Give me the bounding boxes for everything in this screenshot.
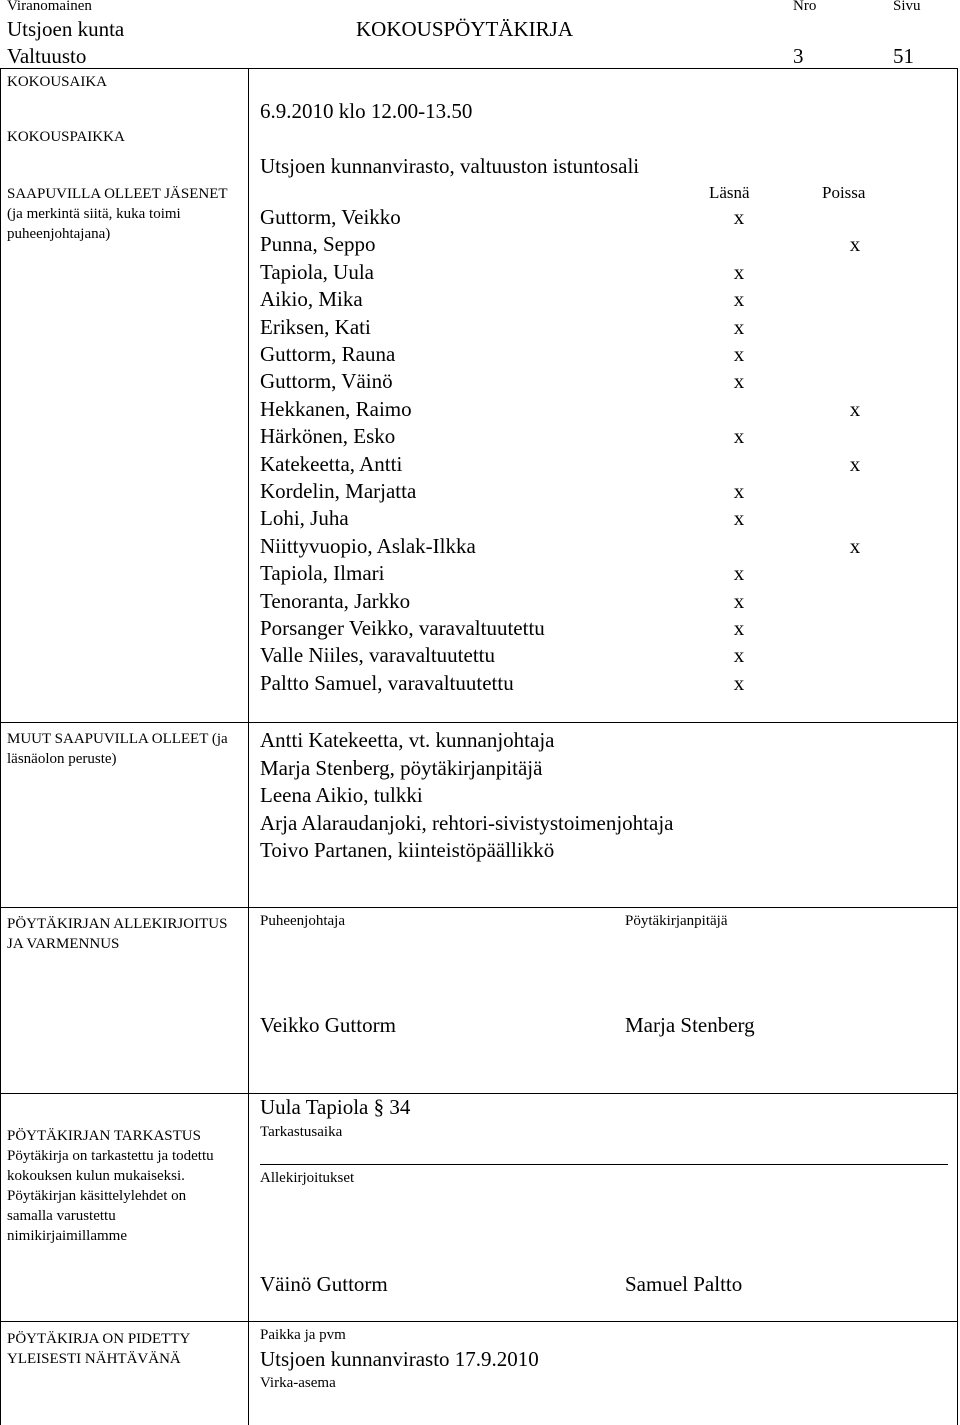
member-name: Porsanger Veikko, varavaltuutettu [260,616,545,640]
reviewer-2-name: Samuel Paltto [625,1272,743,1296]
section-divider [0,1321,958,1322]
present-mark: x [733,670,745,695]
table-row [260,424,940,451]
meeting-time-label: KOKOUSAIKA [7,74,107,90]
list-item: Leena Aikio, tulkki [260,783,423,807]
authority-label: Viranomainen [7,0,92,14]
frame-top-line [0,68,958,69]
table-row [260,616,940,643]
member-name: Härkönen, Esko [260,424,396,449]
list-item: Marja Stenberg, pöytäkirjanpitäjä [260,755,543,780]
table-row [260,260,940,287]
member-name: Tapiola, Uula [260,259,374,284]
table-row [260,397,940,424]
present-mark: x [733,259,745,284]
public-display-label: PÖYTÄKIRJA ON PIDETTY YLEISESTI NÄHTÄVÄNÄ [7,1331,191,1367]
list-item: Antti Katekeetta, vt. kunnanjohtaja [260,728,555,752]
section-divider [0,722,958,723]
member-name: Tapiola, Ilmari [260,561,385,586]
member-name: Guttorm, Rauna [260,342,396,366]
present-mark: x [733,479,745,503]
table-row [260,643,940,670]
member-name: Kordelin, Marjatta [260,479,417,503]
review-time-line [260,1164,948,1165]
chair-name: Veikko Guttorm [260,1013,396,1037]
present-mark: x [733,561,745,586]
others-present-label: MUUT SAAPUVILLA OLLEET (ja läsnäolon peruste) [7,731,228,767]
present-mark: x [733,424,745,449]
table-row [260,671,940,698]
review-signatures-label: Allekirjoitukset [260,1170,355,1186]
present-mark: x [733,643,745,668]
table-row [260,342,940,369]
member-name: Eriksen, Kati [260,314,371,339]
absent-mark: x [849,451,861,476]
section-divider [0,1093,958,1094]
present-mark: x [733,205,745,229]
present-mark: x [733,616,745,640]
member-name: Aikio, Mika [260,287,363,312]
place-date: Utsjoen kunnanvirasto 17.9.2010 [260,1347,539,1371]
place-date-label: Paikka ja pvm [260,1327,346,1343]
present-mark: x [733,369,745,394]
table-row [260,589,940,616]
meeting-time: 6.9.2010 klo 12.00-13.50 [260,99,473,123]
table-row [260,506,940,533]
frame-right-line [957,68,958,1425]
reviewer-1-name: Väinö Guttorm [260,1272,388,1296]
review-time-label: Tarkastusaika [260,1124,343,1140]
table-row [260,369,940,396]
table-row [260,287,940,314]
table-row [260,232,940,259]
present-mark: x [733,314,745,339]
others-present-list [260,727,674,865]
member-name: Punna, Seppo [260,232,376,257]
label-column-divider [248,68,249,1425]
table-row [260,479,940,506]
present-mark: x [733,287,745,312]
chair-label: Puheenjohtaja [260,913,345,929]
official-position-label: Virka-asema [260,1375,336,1391]
member-name: Lohi, Juha [260,506,349,531]
absent-mark: x [849,533,861,558]
absent-mark: x [849,396,861,421]
member-name: Tenoranta, Jarkko [260,588,411,613]
table-row [260,561,940,588]
secretary-label: Pöytäkirjanpitäjä [625,913,728,929]
nro-label: Nro [793,0,817,14]
member-name: Valle Niiles, varavaltuutettu [260,643,496,668]
members-label: SAAPUVILLA OLLEET JÄSENET (ja merkintä siitä, kuka toimi puheenjohtajana) [7,186,228,242]
signatures-label: PÖYTÄKIRJAN ALLEKIRJOITUS JA VARMENNUS [7,916,228,952]
present-mark: x [733,506,745,531]
present-mark: x [733,588,745,613]
verification-note: Uula Tapiola § 34 [260,1095,411,1119]
nro-value: 3 [793,44,804,68]
absent-mark: x [849,232,861,257]
table-row [260,205,940,232]
secretary-name: Marja Stenberg [625,1013,755,1037]
section-divider [0,907,958,908]
authority-name: Utsjoen kunta [7,17,125,41]
document-title: KOKOUSPÖYTÄKIRJA [356,17,574,41]
frame-left-line [0,68,1,1425]
member-name: Hekkanen, Raimo [260,396,412,421]
list-item: Toivo Partanen, kiinteistöpäällikkö [260,838,555,862]
member-name: Niittyvuopio, Aslak-Ilkka [260,533,476,558]
meeting-place: Utsjoen kunnanvirasto, valtuuston istuntosali [260,154,640,178]
member-name: Katekeetta, Antti [260,451,403,476]
table-row [260,534,940,561]
table-row [260,315,940,342]
member-name: Paltto Samuel, varavaltuutettu [260,670,514,695]
review-label: PÖYTÄKIRJAN TARKASTUS Pöytäkirja on tarkastettu ja todettu kokouksen kulun mukaiseksi. Pöytäkirjan käsittelylehdet on samalla varustettu nimikirjaimillamme [7,1128,214,1244]
body-name: Valtuusto [7,44,87,68]
page-number: 51 [893,44,914,68]
member-name: Guttorm, Väinö [260,369,393,394]
list-item: Arja Alaraudanjoki, rehtori-sivistystoimenjohtaja [260,810,674,835]
page-label: Sivu [893,0,921,14]
present-mark: x [733,342,745,366]
meeting-place-label: KOKOUSPAIKKA [7,129,125,145]
table-row [260,452,940,479]
member-name: Guttorm, Veikko [260,205,401,229]
column-header-present: Läsnä [709,183,750,202]
column-header-absent: Poissa [822,183,866,202]
